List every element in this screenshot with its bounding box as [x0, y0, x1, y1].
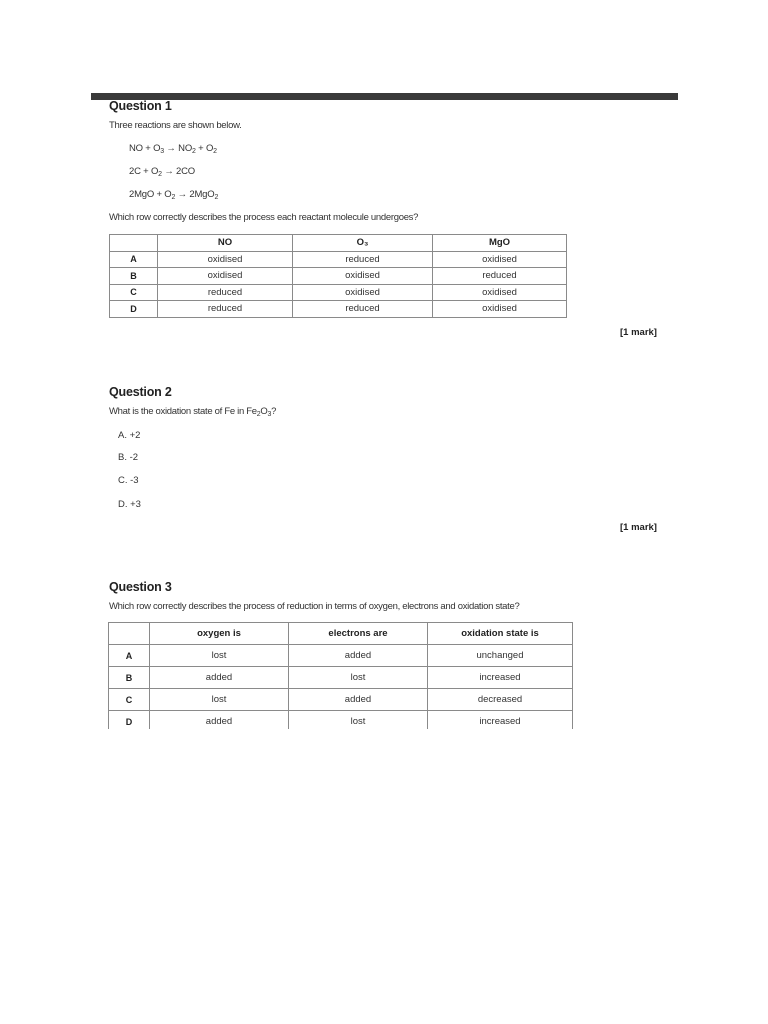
table-cell: oxidised: [433, 301, 567, 318]
row-label: B: [109, 667, 150, 689]
question-2-prompt-subscript: 2: [256, 411, 261, 418]
equation-1-subscript: 2: [213, 148, 217, 155]
row-label: D: [109, 711, 150, 730]
table-cell: added: [289, 645, 428, 667]
row-label: B: [110, 268, 158, 285]
question-2-title: Question 2: [109, 385, 172, 399]
question-1-intro: Three reactions are shown below.: [109, 120, 242, 131]
table-header-cell: NO: [158, 235, 293, 252]
table-header-cell: [109, 623, 150, 645]
question-3-title: Question 3: [109, 580, 172, 594]
table-cell: added: [289, 689, 428, 711]
option-d[interactable]: D. +3: [118, 499, 141, 510]
equation-2-subscript: 2: [158, 171, 162, 178]
table-cell: oxidised: [158, 268, 293, 285]
question-1-prompt: Which row correctly describes the process each reactant molecule undergoes?: [109, 212, 419, 223]
question-3-table: [108, 622, 573, 729]
question-2-prompt-subscript: 3: [267, 411, 272, 418]
row-label: A: [109, 645, 150, 667]
question-2-prompt-text: ?: [271, 406, 277, 417]
table-row: [109, 667, 573, 689]
question-1-mark: [1 mark]: [620, 327, 657, 338]
equation-2-part: → 2CO: [161, 166, 195, 177]
row-label: D: [110, 301, 158, 318]
table-cell: oxidised: [158, 251, 293, 268]
table-cell: lost: [289, 667, 428, 689]
option-c[interactable]: C. -3: [118, 475, 139, 486]
question-2-prompt-text: O: [260, 406, 268, 417]
table-cell: lost: [289, 711, 428, 730]
table-cell: reduced: [158, 301, 293, 318]
table-row: [109, 645, 573, 667]
table-cell: increased: [428, 711, 573, 730]
equation-1-subscript: 3: [160, 148, 164, 155]
table-header-cell: O₃: [293, 235, 433, 252]
option-b[interactable]: B. -2: [118, 452, 139, 463]
table-header-row: [109, 623, 573, 645]
row-label: C: [110, 284, 158, 301]
table-row: [109, 711, 573, 730]
table-cell: increased: [428, 667, 573, 689]
table-cell: decreased: [428, 689, 573, 711]
question-2-mark: [1 mark]: [620, 522, 657, 533]
table-header-cell: oxidation state is: [428, 623, 573, 645]
equation-1-part: → NO: [163, 143, 193, 154]
table-cell: added: [150, 711, 289, 730]
table-cell: reduced: [158, 284, 293, 301]
equation-3-part: 2MgO + O: [129, 189, 172, 200]
row-label: A: [110, 251, 158, 268]
table-cell: lost: [150, 689, 289, 711]
table-cell: lost: [150, 645, 289, 667]
equation-1-subscript: 2: [192, 148, 196, 155]
question-1-title: Question 1: [109, 99, 172, 113]
equation-2-part: 2C + O: [129, 166, 159, 177]
table-cell: oxidised: [433, 251, 567, 268]
table-cell: reduced: [433, 268, 567, 285]
table-cell: oxidised: [293, 268, 433, 285]
table-row: [109, 689, 573, 711]
equation-1-part: NO + O: [129, 143, 161, 154]
equation-3-subscript: 2: [214, 194, 219, 201]
equation-1-part: + O: [195, 143, 214, 154]
option-a[interactable]: A. +2: [118, 430, 141, 441]
table-cell: reduced: [293, 301, 433, 318]
table-cell: oxidised: [433, 284, 567, 301]
equation-3-part: → 2MgO: [175, 189, 215, 200]
table-header-cell: oxygen is: [150, 623, 289, 645]
equation-3-subscript: 2: [171, 194, 176, 201]
table-cell: oxidised: [293, 284, 433, 301]
table-header-cell: MgO: [433, 235, 567, 252]
table-cell: added: [150, 667, 289, 689]
table-cell: unchanged: [428, 645, 573, 667]
question-2-prompt-text: What is the oxidation state of Fe in Fe: [109, 406, 257, 417]
question-3-prompt: Which row correctly describes the process of reduction in terms of oxygen, electrons and oxidation state?: [109, 601, 520, 612]
row-label: C: [109, 689, 150, 711]
table-cell: reduced: [293, 251, 433, 268]
table-header-cell: electrons are: [289, 623, 428, 645]
